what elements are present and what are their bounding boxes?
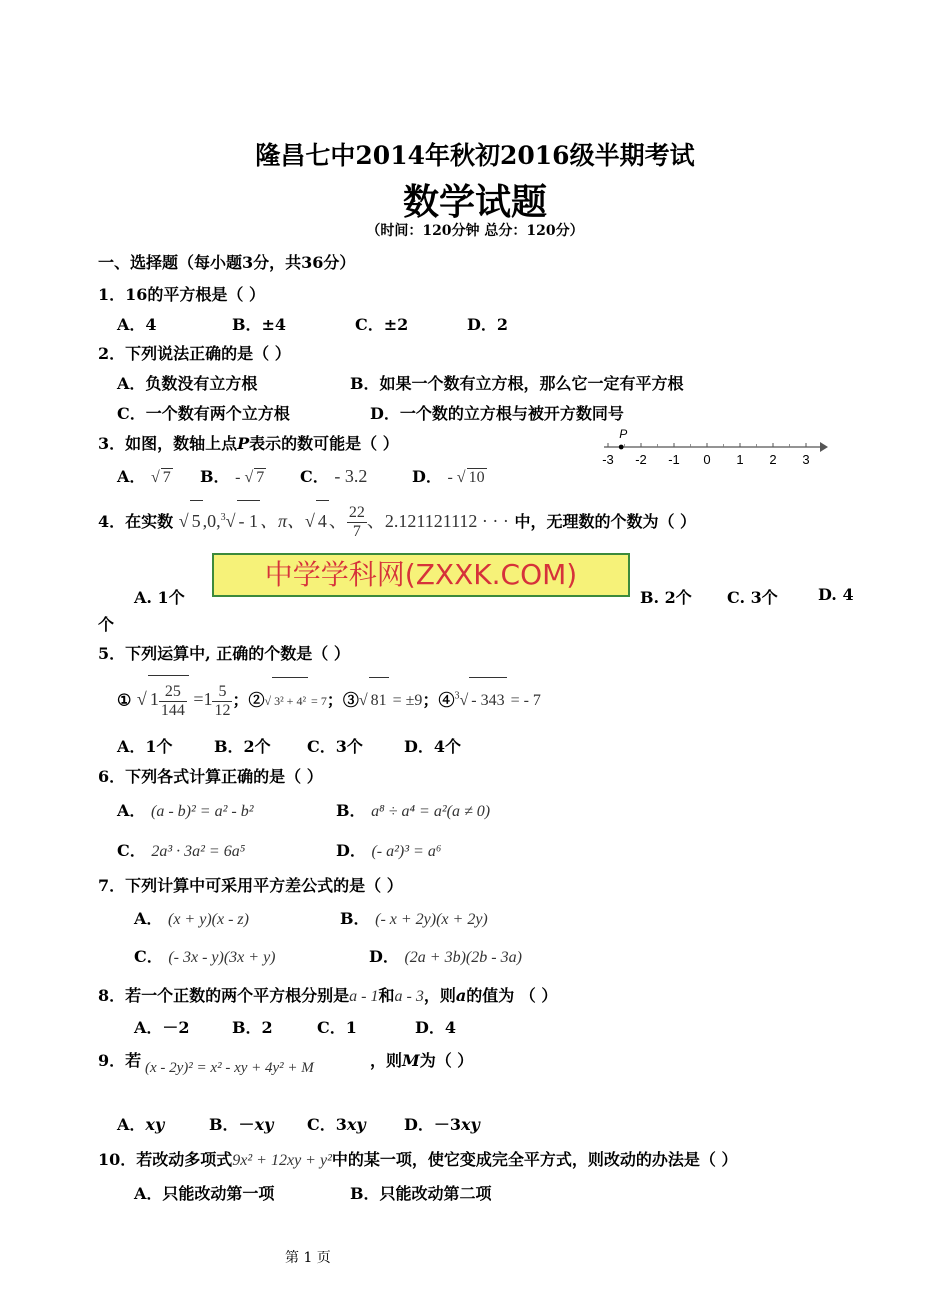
q2-option-a: A．负数没有立方根 [117,374,258,393]
q4-m6: 、 [328,511,347,531]
q4-option-d-wrap: 个 [98,615,115,634]
section-heading: 一、选择题（每小题3分，共36分） [98,253,356,272]
q8-m2: a - 3 [394,988,424,1005]
q5-item3-radicand: 81 [369,677,389,724]
subject-title: 数学试题 [402,181,547,223]
q7-option-b-label: B． [340,909,370,928]
q7-option-c [134,944,276,967]
q6-option-b-math: a⁸ ÷ a⁴ = a²(a ≠ 0) [371,803,491,820]
q9-option-d [404,1112,480,1135]
q5-item1-result [212,683,232,720]
q6-option-a-label: A． [117,801,146,820]
number-line-tick-label: 1 [736,452,744,467]
q4-stem [98,498,696,550]
q4-m4: 、π、 [260,511,306,531]
q3-option-a-label: A． [117,467,146,486]
q4-frac-den: 7 [352,523,361,541]
q5-item1-num: 25 [159,683,187,702]
q7-option-b [340,906,488,929]
q6-stem: 6．下列各式计算正确的是（ ） [98,767,323,786]
q4-stem-prefix: 4．在实数 [98,512,174,531]
q7-option-d-math: (2a + 3b)(2b - 3a) [404,949,522,966]
q9-d-label: D．－3 [404,1115,462,1134]
q3-option-d [412,464,487,487]
q3-point-var: P [237,434,250,453]
q7-option-c-label: C． [134,947,163,966]
q5-item4-eq: = - 7 [510,692,541,710]
q3-a-radicand: 7 [162,469,171,486]
q5-item4-math: $^3$√ - 343 = - 7 [454,692,540,709]
q6-option-b-label: B． [336,801,366,820]
q10-option-b: B．只能改动第二项 [350,1184,492,1203]
number-line-tick-label: -2 [635,452,647,467]
q5-sep1: ；② [232,690,265,710]
q3-option-c [300,464,367,487]
number-line-tick-label: -1 [668,452,680,467]
q3-option-a-math: √ 7 [151,469,171,486]
q6-option-c-label: C． [117,841,146,860]
q4-m3-index: 3 [220,512,226,523]
q8-stem-suffix: 的值为 （ ） [466,986,558,1005]
q5-item4-radicand: - 343 [469,677,506,724]
q5-item4-index: 3 [454,691,460,702]
q8-option-b: B．2 [232,1018,273,1037]
zxxk-watermark-banner: 中学学科网(ZXXK.COM) [212,553,630,597]
q5-item2-math: √ 3² + 4² = 7 [264,694,326,708]
q7-stem: 7．下列计算中可采用平方差公式的是（ ） [98,876,403,895]
q5-stem: 5．下列运算中, 正确的个数是（ ） [98,644,350,663]
q3-option-b [200,464,266,487]
q9-a-label: A． [117,1115,146,1134]
q10-option-a: A．只能改动第一项 [134,1184,275,1203]
q7-option-d [369,944,522,967]
q4-option-c: C. 3个 [727,588,778,607]
q8-option-a: A．－2 [134,1018,190,1037]
q5-item1-whole: 1 [149,689,159,710]
q9-c-var: xy [346,1115,366,1134]
q4-math: √ 5 ,0,$^3$√ - 1 、π、√ 4 、 $\frac{22}{7}$ 、2.121121112 · · · [179,511,509,531]
q7-option-a-label: A． [134,909,163,928]
q2-option-c: C．一个数有两个立方根 [117,404,290,423]
q3-b-radicand: 7 [256,469,265,486]
q3-stem [98,431,399,454]
q8-mid: 和 [378,986,395,1005]
q3-stem-suffix: 表示的数可能是（ ） [249,434,399,453]
q6-option-d-math: (- a²)³ = a⁶ [371,843,442,860]
q5-item1-frac [159,683,187,720]
number-line-point [619,445,624,450]
q3-stem-prefix: 3．如图，数轴上点 [98,434,238,453]
q6-option-d [336,838,441,861]
number-line-arrow [820,442,828,452]
q5-option-b: B．2个 [214,737,271,756]
q9-option-a [117,1112,164,1135]
q6-option-c [117,838,245,861]
q3-b-sign: - [235,469,245,486]
q8-m1: a - 1 [349,988,379,1005]
q9-var: M [402,1051,420,1070]
number-line-tick-label: 3 [802,452,810,467]
q9-b-var: xy [254,1115,274,1134]
q9-d-var: xy [461,1115,480,1134]
page-number: 第 1 页 [285,1250,331,1266]
q8-var: a [455,986,467,1005]
q8-stem [98,983,557,1006]
q5-item3-eq: = ±9 [392,692,423,710]
q5-option-a: A．1个 [117,737,173,756]
q9-stem-end: 为（ ） [419,1051,474,1070]
q4-m1: 5 [190,500,203,541]
q6-option-a-math: (a - b)² = a² - b² [151,803,254,820]
q9-equation: (x - 2y)² = x² - xy + 4y² + M [145,1060,314,1076]
q3-d-radicand: 10 [468,469,485,486]
q5-sep3: ；④ [422,690,455,710]
q8-stem-mid2: ，则 [423,986,456,1005]
number-line-tick-label: 0 [703,452,711,467]
q1-option-c: C．±2 [355,315,409,334]
q10-stem [98,1147,737,1170]
exam-title: 隆昌七中2014年秋初2016级半期考试 [255,141,695,170]
q3-option-a [117,464,173,487]
q5-item2-radicand: 3² + 4² [272,677,308,724]
q5-item2-eq: = 7 [311,694,327,709]
q9-c-label: C．3 [307,1115,347,1134]
q3-option-b-math: - √ 7 [235,469,265,486]
q9-stem-prefix: 9．若 [98,1051,142,1070]
q4-m3: - 1 [237,500,261,541]
q5-item1-math: √ 1 $\frac{25}{144}$ =1 $\frac{5}{12}$ [137,689,233,709]
q5-item1-rnum: 5 [212,683,232,702]
q4-option-b: B. 2个 [640,588,692,607]
q10-polynomial: 9x² + 12xy + y² [232,1152,332,1169]
q4-frac-num: 22 [348,504,365,522]
q6-option-c-math: 2a³ · 3a² = 6a⁵ [151,843,246,860]
q9-stem-suffix [370,1048,473,1071]
q5-item1-rden: 12 [214,701,231,719]
q6-option-d-label: D． [336,841,366,860]
q5-item1-mark: ① [117,690,132,710]
q8-option-c: C．1 [317,1018,357,1037]
q5-item3-math: √ 81 = ±9 [359,692,423,709]
q4-fraction [347,504,367,541]
q7-option-b-math: (- x + 2y)(x + 2y) [375,911,488,928]
q7-option-d-label: D． [369,947,399,966]
q9-b-label: B．－ [209,1115,255,1134]
q1-option-d: D．2 [467,315,509,334]
q5-items [117,674,541,724]
number-line-point-label: P [619,427,628,441]
q8-option-d: D．4 [415,1018,457,1037]
q2-option-b: B．如果一个数有立方根，那么它一定有平方根 [350,374,684,393]
q9-option-c [307,1112,366,1135]
q10-stem-suffix: 中的某一项，使它变成完全平方式，则改动的办法是（ ） [331,1150,738,1169]
q8-stem-prefix: 8．若一个正数的两个平方根分别是 [98,986,350,1005]
q3-option-d-math: - √ 10 [447,469,485,486]
q2-option-d: D．一个数的立方根与被开方数同号 [370,404,624,423]
q3-d-sign: - [447,469,457,486]
number-line-figure [596,426,830,470]
q1-stem: 1．16的平方根是（ ） [98,285,265,304]
q1-option-a: A．4 [117,315,157,334]
q5-item1-radicand [148,675,189,722]
q4-stem-suffix: 中，无理数的个数为（ ） [514,512,697,531]
q5-item1-eq: =1 [193,689,213,710]
q5-option-c: C．3个 [307,737,363,756]
q5-option-d: D．4个 [404,737,462,756]
q1-option-b: B．±4 [232,315,287,334]
q4-option-a: A. 1个 [134,588,185,607]
q9-a-var: xy [145,1115,165,1134]
q2-stem: 2．下列说法正确的是（ ） [98,344,291,363]
q7-option-a [134,906,249,929]
q3-option-c-math: - 3.2 [334,466,368,486]
q9-stem-mid: ，则 [370,1051,403,1070]
q7-option-c-math: (- 3x - y)(3x + y) [168,949,276,966]
number-line-tick-label: 2 [769,452,777,467]
q5-item1-den: 144 [160,701,185,719]
q7-option-a-math: (x + y)(x - z) [168,911,249,928]
q3-option-b-label: B． [200,467,230,486]
q3-option-d-label: D． [412,467,442,486]
q5-sep2: ；③ [326,690,359,710]
exam-info: （时间：120分钟 总分：120分） [366,223,584,239]
q4-m2: ,0, [202,511,221,531]
q10-stem-prefix: 10．若改动多项式 [98,1150,233,1169]
q3-option-c-label: C． [300,467,329,486]
q4-m5: 4 [316,500,329,541]
q9-option-b [209,1112,273,1135]
q6-option-a [117,798,254,821]
q6-option-b [336,798,490,821]
q4-m7: 、2.121121112 · · · [366,511,509,531]
number-line-tick-label: -3 [602,452,614,467]
q4-option-d: D. 4 [818,585,854,604]
